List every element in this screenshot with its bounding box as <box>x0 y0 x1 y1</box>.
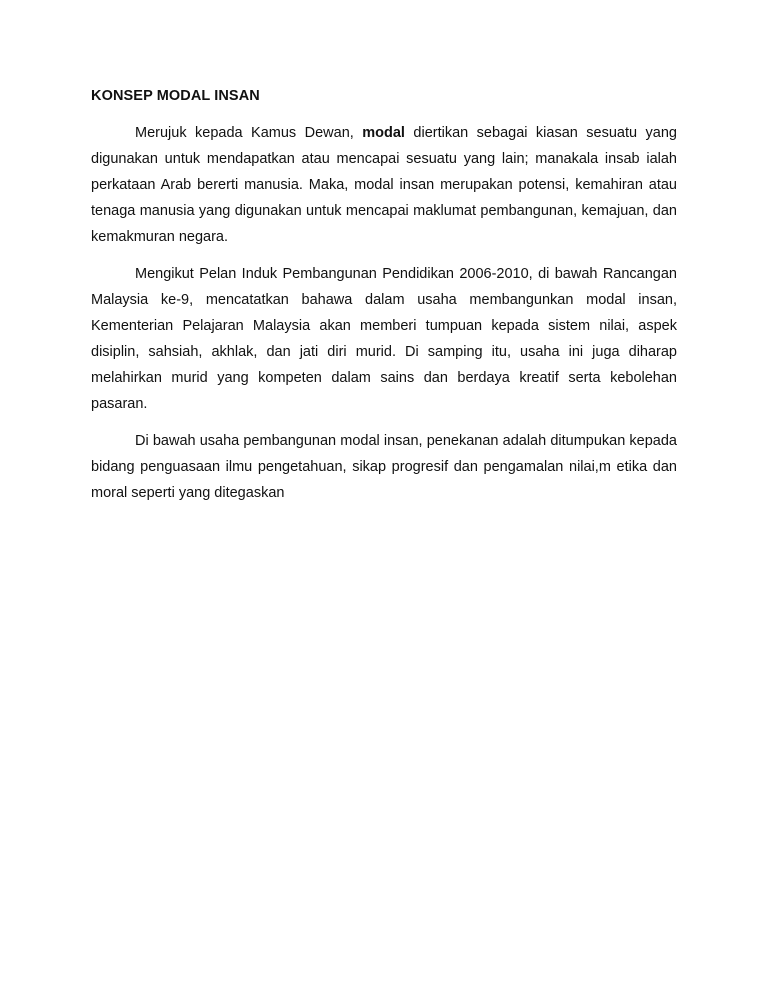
paragraph-definition <box>91 120 677 250</box>
document-body <box>91 88 677 517</box>
paragraph-definition-rest: diertikan sebagai kiasan sesuatu yang digunakan untuk mendapatkan atau mencapai sesuatu yang lain; manakala insab ialah perkataan Arab bererti manusia. Maka, modal insan merupakan potensi, kemahiran atau tenaga manusia yang digunakan untuk mencapai maklumat pembangunan, kemajuan, dan kemakmuran negara. <box>91 125 677 245</box>
section-heading: KONSEP MODAL INSAN <box>91 88 260 104</box>
term-modal: modal <box>362 125 405 141</box>
paragraph-definition-intro: Merujuk kepada Kamus Dewan, <box>135 125 363 141</box>
paragraph-penekanan: Di bawah usaha pembangunan modal insan, penekanan adalah ditumpukan kepada bidang penguasaan ilmu pengetahuan, sikap progresif dan pengamalan nilai,m etika dan moral seperti yang ditegaskan <box>91 433 677 501</box>
paragraph-pelan-induk: Mengikut Pelan Induk Pembangunan Pendidikan 2006-2010, di bawah Rancangan Malaysia ke-9, mencatatkan bahawa dalam usaha membangunkan modal insan, Kementerian Pelajaran Malaysia akan memberi tumpuan kepada sistem nilai, aspek disiplin, sahsiah, akhlak, dan jati diri murid. Di samping itu, usaha ini juga diharap melahirkan murid yang kompeten dalam sains dan berdaya kreatif serta kebolehan pasaran. <box>91 266 677 412</box>
